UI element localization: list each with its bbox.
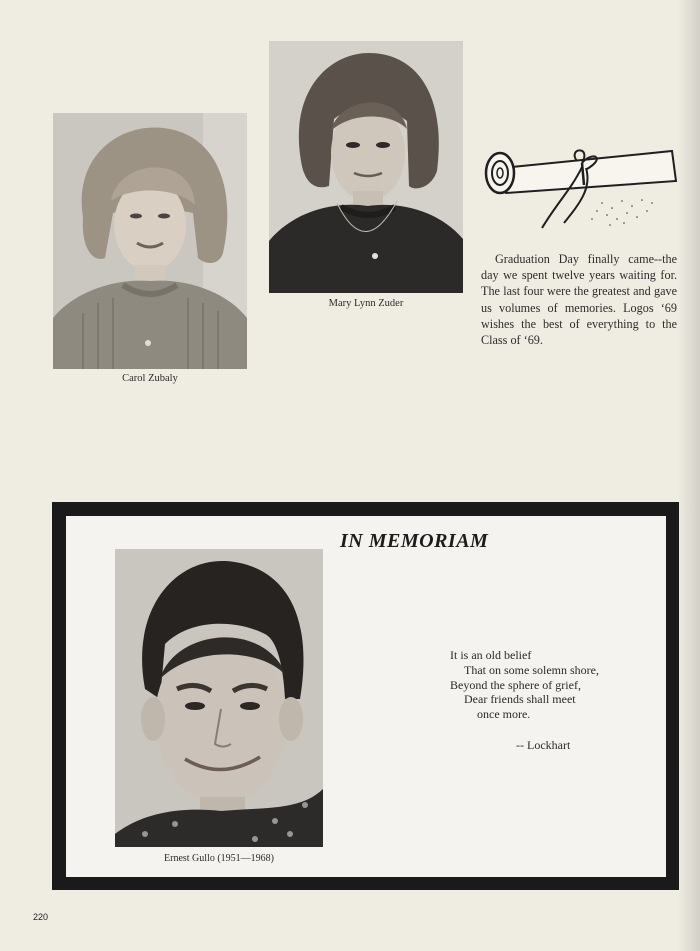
poem-line: Dear friends shall meet — [464, 692, 576, 707]
memoriam-photo-ernest-gullo — [115, 549, 323, 847]
poem-attribution: -- Lockhart — [516, 737, 571, 752]
page-number: 220 — [33, 912, 49, 922]
poem-line: Beyond the sphere of grief, — [450, 677, 581, 692]
memoriam-title: IN MEMORIAM — [340, 530, 489, 552]
memoriam-poem — [450, 648, 599, 753]
memoriam-photo-caption: Ernest Gullo (1951—1968) — [164, 853, 274, 864]
portrait-caption: Carol Zubaly — [122, 373, 178, 384]
page-edge-shadow — [678, 0, 700, 951]
portrait-photo-mary-lynn-zuder — [269, 41, 463, 293]
portrait-photo-carol-zubaly — [53, 113, 247, 369]
poem-line: once more. — [477, 707, 531, 722]
graduation-paragraph: Graduation Day finally came--the day we spent twelve years waiting for. The last four were the greatest and gave us volumes of memories. Logos ‘69 wishes the best of everything to the Class of ‘69. — [481, 252, 677, 348]
poem-line: It is an old belief — [450, 648, 532, 662]
poem-line: That on some solemn shore, — [464, 662, 599, 677]
diploma-scroll-illustration — [482, 143, 680, 235]
portrait-caption: Mary Lynn Zuder — [328, 298, 404, 309]
